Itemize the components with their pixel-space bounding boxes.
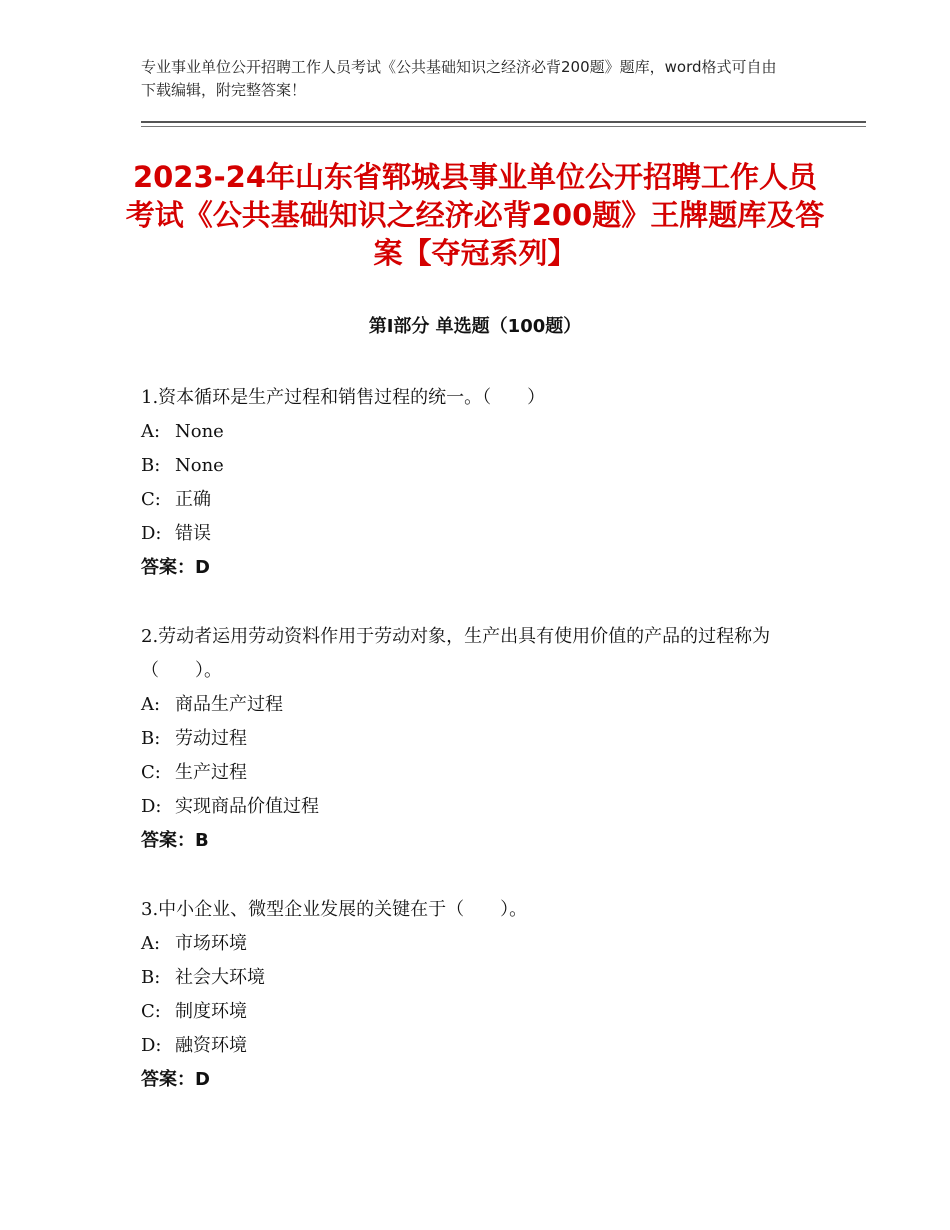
answer: 答案：B (141, 830, 209, 851)
option-key: D: (141, 1035, 162, 1056)
option-text: 市场环境 (175, 933, 247, 954)
section-title: 第Ⅰ部分 单选题（100题） (368, 316, 582, 337)
option-text: 实现商品价值过程 (175, 796, 319, 817)
option-key: D: (141, 523, 162, 544)
header-divider-thick (141, 121, 866, 123)
option-key: B: (141, 728, 161, 749)
option-key: A: (141, 421, 161, 442)
question-stem: 3.中小企业、微型企业发展的关键在于（ ）。 (141, 899, 528, 920)
option-b (141, 961, 811, 995)
question-list (141, 381, 811, 1132)
option-c (141, 756, 811, 790)
option-text: None (175, 421, 224, 442)
answer: 答案：D (141, 1069, 210, 1090)
option-a (141, 927, 811, 961)
option-key: A: (141, 694, 161, 715)
header-note: 专业事业单位公开招聘工作人员考试《公共基础知识之经济必背200题》题库，word格式可自由下载编辑，附完整答案！ (141, 58, 777, 99)
option-c (141, 483, 811, 517)
option-text: 商品生产过程 (175, 694, 283, 715)
option-text: 生产过程 (175, 762, 247, 783)
option-key: C: (141, 1001, 161, 1022)
option-d (141, 517, 811, 551)
question-1 (141, 381, 811, 585)
option-key: C: (141, 762, 161, 783)
document-title: 2023-24年山东省郓城县事业单位公开招聘工作人员考试《公共基础知识之经济必背200题》王牌题库及答案【夺冠系列】 (125, 160, 825, 270)
option-key: C: (141, 489, 161, 510)
question-stem: 1.资本循环是生产过程和销售过程的统一。（ ） (141, 387, 546, 408)
option-a (141, 415, 811, 449)
question-2 (141, 620, 811, 858)
option-key: A: (141, 933, 161, 954)
option-c (141, 995, 811, 1029)
option-b (141, 449, 811, 483)
option-text: 融资环境 (175, 1035, 247, 1056)
option-key: B: (141, 455, 161, 476)
option-a (141, 688, 811, 722)
option-b (141, 722, 811, 756)
option-text: None (175, 455, 224, 476)
question-3 (141, 893, 811, 1097)
option-d (141, 790, 811, 824)
option-text: 正确 (175, 489, 211, 510)
header-divider-thin (141, 126, 866, 127)
option-text: 劳动过程 (175, 728, 247, 749)
option-key: D: (141, 796, 162, 817)
option-text: 错误 (175, 523, 211, 544)
answer: 答案：D (141, 557, 210, 578)
option-text: 社会大环境 (175, 967, 265, 988)
option-d (141, 1029, 811, 1063)
question-stem: 2.劳动者运用劳动资料作用于劳动对象，生产出具有使用价值的产品的过程称为（ ）。 (141, 626, 771, 681)
option-text: 制度环境 (175, 1001, 247, 1022)
option-key: B: (141, 967, 161, 988)
